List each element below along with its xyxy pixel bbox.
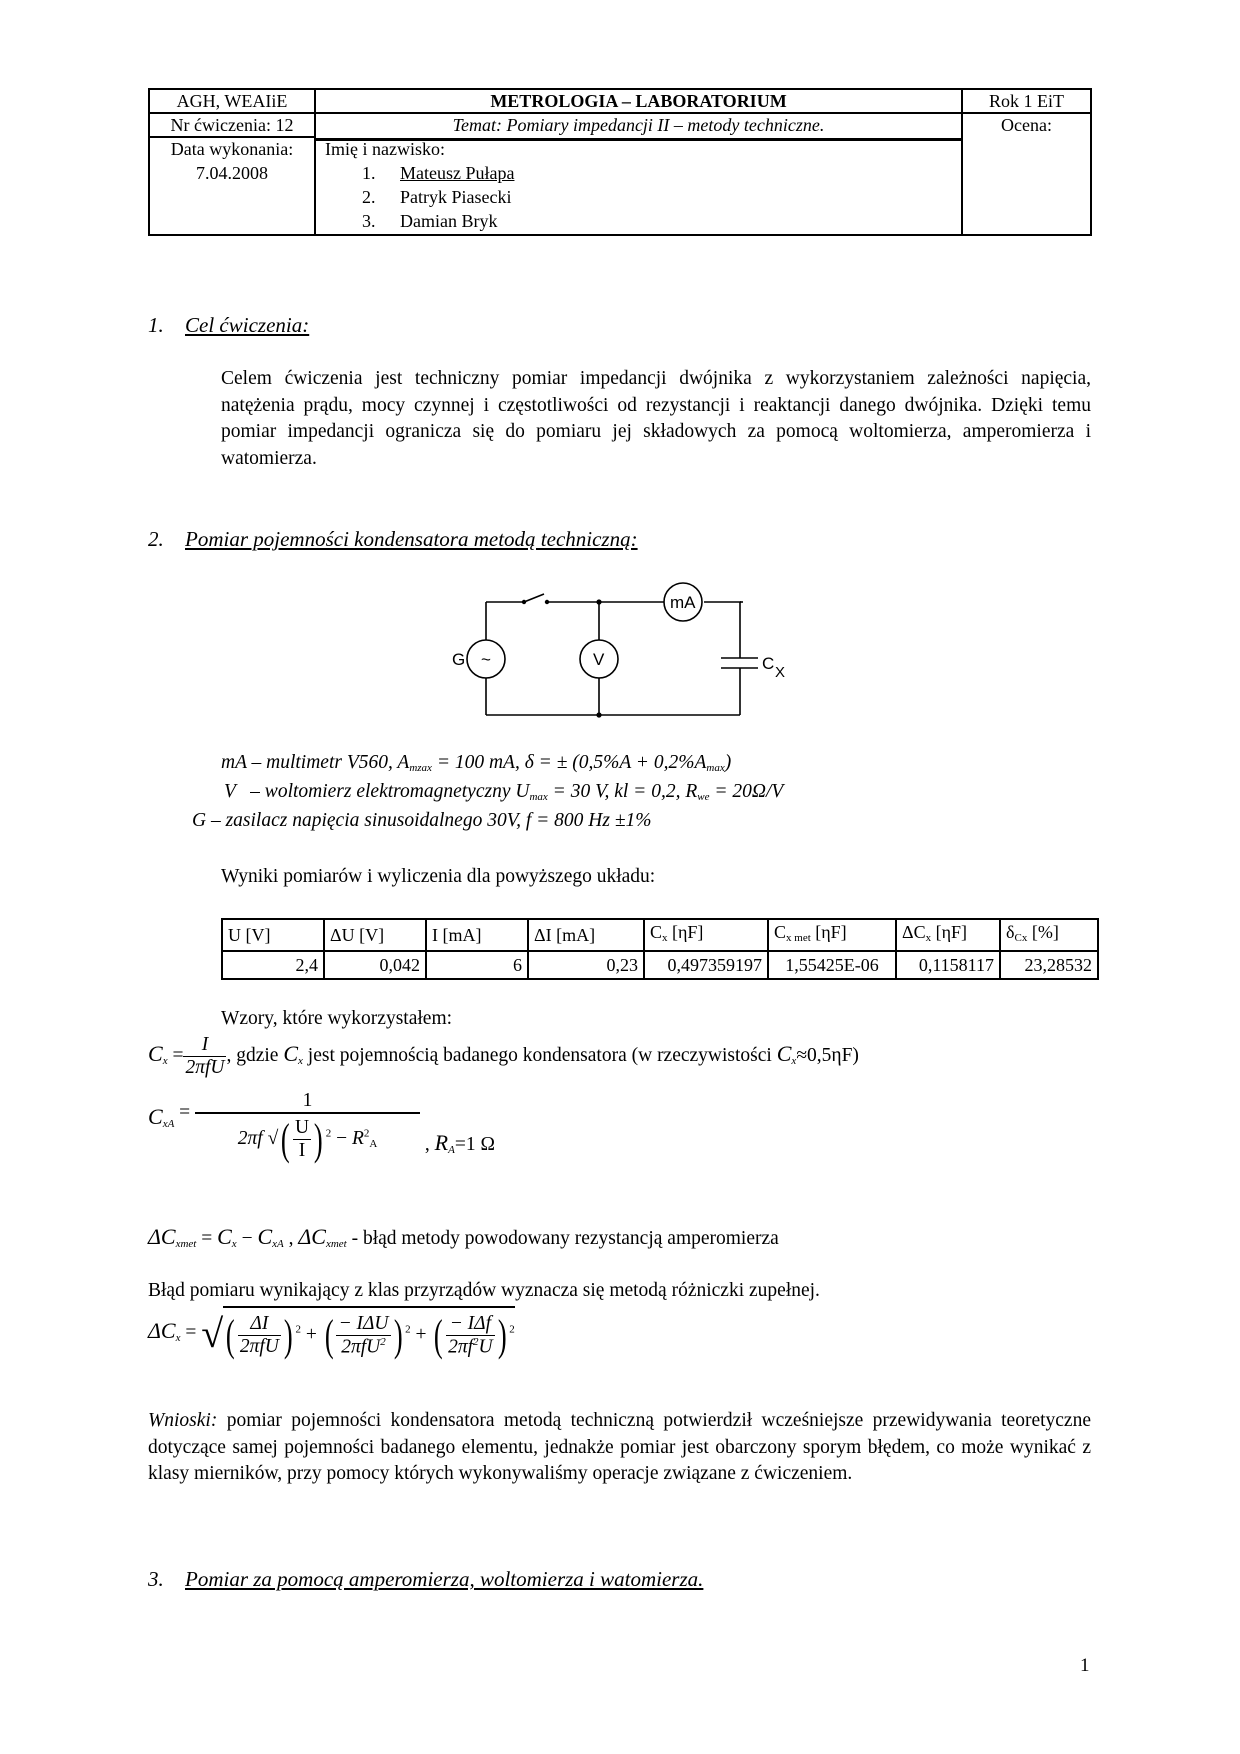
exercise-number: Nr ćwiczenia: 12	[170, 115, 294, 135]
formula-cx: $C_x$ = $\frac{I}{\text{2πfU}}$ , gdzie $C_x$ jest pojemnością badanego kondensatora (w rzeczywistości $C_x\approx 0,5\eta F$)	[148, 1034, 859, 1078]
section-3-number: 3.	[148, 1567, 164, 1591]
institution: AGH, WEAIiE	[176, 91, 288, 111]
table-header: $C_x$ [ηF]	[644, 919, 768, 951]
table-header: U [V]	[222, 919, 324, 951]
year: Rok 1 EiT	[989, 91, 1064, 111]
name-num-3: 3.	[362, 211, 376, 231]
results-intro: Wyniki pomiarów i wyliczenia dla powyższego układu:	[221, 866, 656, 887]
section-2-number: 2.	[148, 527, 164, 551]
conclusions-label: Wnioski:	[148, 1410, 218, 1431]
date-label: Data wykonania:	[170, 139, 294, 159]
table-header: ΔU [V]	[324, 919, 426, 951]
date-value: 7.04.2008	[196, 163, 268, 183]
table-cell: 0,042	[324, 951, 426, 979]
circuit-diagram	[440, 570, 820, 730]
topic: Temat: Pomiary impedancji II – metody techniczne.	[452, 115, 825, 135]
table-header: $C_{x met}$ [ηF]	[768, 919, 896, 951]
formulas-intro: Wzory, które wykorzystałem:	[221, 1008, 453, 1029]
names-label: Imię i nazwisko:	[325, 139, 445, 159]
section-1-number: 1.	[148, 313, 164, 337]
table-header-row	[222, 919, 1098, 951]
section-2-heading	[148, 527, 638, 552]
header-table	[148, 88, 1092, 236]
formula-method-error: $\Delta C_{xmet} = C_x - C_{xA}$ , $\Delta C_{xmet}$ - błąd metody powodowany rezystancją amperomierza	[148, 1224, 779, 1250]
table-header: ΔI [mA]	[528, 919, 644, 951]
name-1: Mateusz Pułapa	[400, 163, 515, 183]
table-cell: 6	[426, 951, 528, 979]
capacitor-label: C	[762, 654, 775, 673]
name-3: Damian Bryk	[400, 211, 498, 231]
generator-label: G	[452, 650, 466, 669]
formula-cxa: $C_{xA}$ = 1 2πf √( $\frac{U}{I}$ ) $^2 - R^2_A$ , $R_A=1$ Ω	[148, 1090, 495, 1164]
name-num-1: 1.	[362, 163, 376, 183]
name-num-2: 2.	[362, 187, 376, 207]
table-cell: 0,23	[528, 951, 644, 979]
table-cell: 0,497359197	[644, 951, 768, 979]
table-cell: 23,28532	[1000, 951, 1098, 979]
table-cell: 1,55425E-06	[768, 951, 896, 979]
section-1-heading	[148, 313, 309, 338]
name-2: Patryk Piasecki	[400, 187, 512, 207]
results-table	[221, 918, 1099, 980]
section-1-title: Cel ćwiczenia:	[185, 313, 310, 337]
table-header: $\Delta C_x$ [ηF]	[896, 919, 1000, 951]
conclusions-body: pomiar pojemności kondensatora metodą techniczną potwierdził wcześniejsze przewidywania teoretyczne dotyczące samej pojemności badanego elementu, jednakże pomiar jest obarczony sporym błędem, co może wynikać z klasy mierników, przy pomocy których wykonywaliśmy operacje związane z ćwiczeniem.	[148, 1410, 1091, 1484]
course-title: METROLOGIA – LABORATORIUM	[490, 91, 787, 111]
spec-generator: G – zasilacz napięcia sinusoidalnego 30V, f = 800 Hz ±1%	[192, 810, 652, 831]
page-number: 1	[1080, 1655, 1090, 1676]
generator-symbol: ~	[481, 650, 491, 669]
capacitor-sub: X	[775, 664, 786, 681]
table-header: $\delta_{Cx}$ [%]	[1000, 919, 1098, 951]
formula-total-error: $\Delta C_x$ = √( $\frac{\Delta I}{\text{2πfU}}$ ) $^2$ + ( $\frac{\text{− IΔU}}{2\pi fU^2}$ ) $^2$ + ( $\frac{\text{− IΔf}}{2\pi f^2U}$ ) $^2$	[148, 1306, 515, 1361]
section-3-heading	[148, 1567, 703, 1592]
ammeter-label: mA	[670, 593, 696, 612]
spec-voltmeter: V – woltomierz elektromagnetyczny $U_{max} = 30$ V, kl = 0,2, $R_{we} = 20\Omega/V$	[224, 781, 784, 803]
section-3-title: Pomiar za pomocą amperomierza, woltomierza i watomierza.	[185, 1567, 704, 1591]
error-intro: Błąd pomiaru wynikający z klas przyrządów wyznacza się metodą różniczki zupełnej.	[148, 1280, 820, 1301]
conclusions	[148, 1408, 1091, 1488]
table-header: I [mA]	[426, 919, 528, 951]
voltmeter-label: V	[593, 650, 605, 669]
section-1-body: Celem ćwiczenia jest techniczny pomiar impedancji dwójnika z wykorzystaniem zależności napięcia, natężenia prądu, mocy czynnej i częstotliwości od rezystancji i reaktancji danego dwójnika. Dzięki temu pomiar impedancji ogranicza się do pomiaru jej składowych za pomocą woltomierza, amperomierza i watomierza.	[221, 368, 1091, 469]
table-row	[222, 951, 1098, 979]
grade-label: Ocena:	[1001, 115, 1052, 135]
spec-ammeter: mA – multimetr V560, $A_{mzax} = 100$ mA, δ = ± $(0,5\%A + 0,2\%A_{max})$	[221, 752, 732, 774]
table-cell: 0,1158117	[896, 951, 1000, 979]
table-cell: 2,4	[222, 951, 324, 979]
section-2-title: Pomiar pojemności kondensatora metodą techniczną:	[185, 527, 638, 551]
